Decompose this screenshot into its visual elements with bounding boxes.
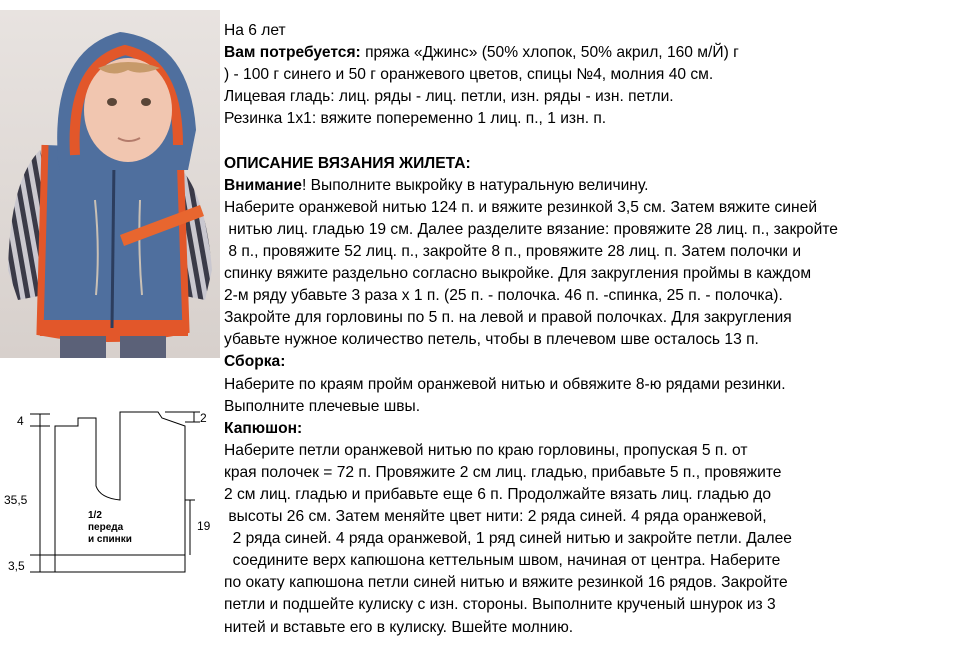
description-title: ОПИСАНИЕ ВЯЗАНИЯ ЖИЛЕТА: [224, 154, 471, 172]
instructions-text [224, 20, 960, 639]
body-line: 2-м ряду убавьте 3 раза х 1 п. (25 п. - полочка. 46 п. -спинка, 25 п. - полочка). [224, 287, 783, 305]
stitch-line-1: Лицевая гладь: лиц. ряды - лиц. петли, изн. ряды - изн. петли. [224, 88, 674, 106]
assembly-line: Выполните плечевые швы. [224, 397, 421, 415]
body-line: Наберите оранжевой нитью 124 п. и вяжите резинкой 3,5 см. Затем вяжите синей [224, 198, 818, 216]
age-line: На 6 лет [224, 22, 286, 39]
pattern-outline [55, 412, 185, 572]
dim-height-total: 35,5 [4, 493, 28, 507]
child-photo [0, 10, 220, 358]
materials-text: пряжа «Джинс» (50% хлопок, 50% акрил, 160 м/Й) г [360, 44, 739, 62]
materials-line [224, 42, 960, 64]
dim-top-left: 4 [17, 414, 24, 428]
hood-line: нитей и вставьте его в кулиску. Вшейте молнию. [224, 618, 574, 636]
hood-line: края полочек = 72 п. Провяжите 2 см лиц. гладью, прибавьте 5 п., провяжите [224, 463, 782, 481]
assembly-title: Сборка: [224, 353, 286, 371]
hood-line: соедините верх капюшона кеттельным швом, начиная от центра. Наберите [224, 552, 781, 570]
body-line: 8 п., провяжите 52 лиц. п., закройте 8 п., провяжите 28 лиц. п. Затем полочки и [224, 242, 802, 260]
attention-line [224, 175, 960, 197]
body-line: нитью лиц. гладью 19 см. Далее разделите вязание: провяжите 28 лиц. п., закройте [224, 220, 838, 238]
materials-line-2: ) - 100 г синего и 50 г оранжевого цветов, спицы №4, молния 40 см. [224, 66, 714, 84]
hood-line: высоты 26 см. Затем меняйте цвет нити: 2 ряда синей. 4 ряда оранжевой, [224, 508, 767, 526]
stitch-line-2: Резинка 1х1: вяжите попеременно 1 лиц. п., 1 изн. п. [224, 110, 607, 128]
hood-title: Капюшон: [224, 419, 303, 437]
pattern-schematic [0, 400, 215, 580]
dim-top-right: 2 [200, 411, 207, 425]
body-line: спинку вяжите раздельно согласно выкройке. Для закругления проймы в каждом [224, 265, 812, 283]
part-label-line2: и спинки [88, 534, 132, 545]
blank-line [224, 130, 960, 152]
attention-text: ! Выполните выкройку в натуральную величину. [301, 176, 649, 194]
attention-label: Внимание [224, 176, 302, 194]
hood-line: 2 ряда синей. 4 ряда оранжевой, 1 ряд синей нитью и закройте петли. Далее [224, 530, 792, 548]
body-line: Закройте для горловины по 5 п. на левой и правой полочках. Для закругления [224, 309, 792, 327]
dim-bottom: 3,5 [8, 559, 25, 573]
hood-line: 2 см лиц. гладью и прибавьте еще 6 п. Продолжайте вязать лиц. гладью до [224, 485, 772, 503]
hood-line: по окату капюшона петли синей нитью и вяжите резинкой 16 рядов. Закройте [224, 574, 788, 592]
hood-line: петли и подшейте кулиску с изн. стороны. Выполните крученый шнурок из 3 [224, 596, 776, 614]
part-fraction: 1/2 [88, 510, 102, 521]
dim-side-right: 19 [197, 519, 211, 533]
part-label-line1: переда [88, 522, 124, 533]
assembly-line: Наберите по краям пройм оранжевой нитью и обвяжите 8-ю рядами резинки. [224, 375, 786, 393]
body-line: убавьте нужное количество петель, чтобы в плечевом шве осталось 13 п. [224, 331, 759, 349]
materials-label: Вам потребуется: [224, 44, 361, 62]
hood-line: Наберите петли оранжевой нитью по краю горловины, пропуская 5 п. от [224, 441, 748, 459]
